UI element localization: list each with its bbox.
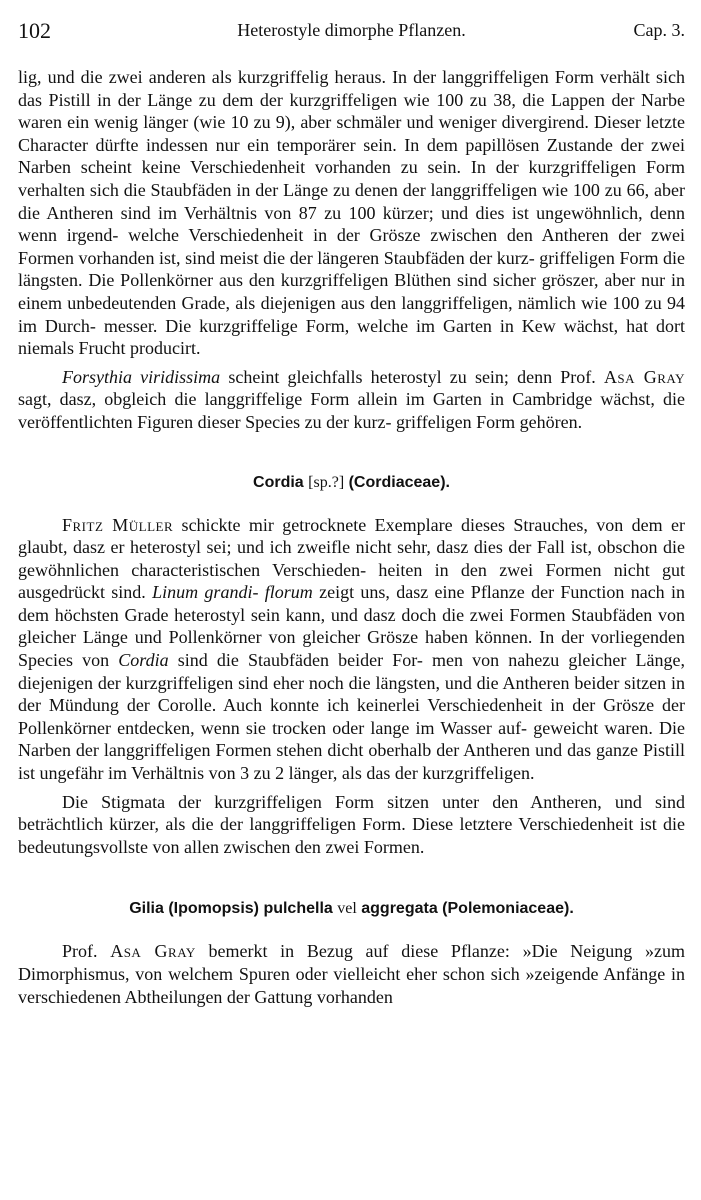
text-run: bemerkt in Bezug auf diese Pflanze: »Die Neigung (195, 941, 633, 962)
text-line: Blüthen sind sicher gröszer, aber nur in einem unbedeutenden Grade, als (18, 270, 686, 313)
paragraph-cordia (18, 514, 685, 785)
text-run: scheint gleichfalls heterostyl zu sein; denn Prof. (220, 366, 596, 387)
genus-name: Cordia (118, 650, 169, 671)
species-name: Linum grandi- (152, 582, 259, 603)
heading-name-alt: aggregata (361, 900, 438, 918)
paragraph-stigmata (18, 791, 685, 859)
text-run: Pollenkörner entdecken, wenn sie trocken oder lange im Wasser auf- (18, 717, 528, 738)
heading-family: (Polemoniaceae). (442, 900, 574, 918)
page-number: 102 (18, 18, 51, 43)
text-line: der langgriffeligen wie 100 zu 66, aber die Antheren sind im Verhältnis (18, 179, 685, 223)
chapter-label: Cap. 3. (633, 20, 685, 40)
text-run: von 3 zu 2 länger, als das der kurzgriffeligen. (208, 763, 535, 784)
running-header (18, 18, 685, 44)
paragraph-continuation (18, 66, 685, 360)
text-run: schickte mir getrocknete Exemplare dieses Strauches, (173, 514, 588, 535)
person-name: Asa Gray (110, 941, 196, 962)
heading-family: (Cordiaceae). (348, 473, 450, 491)
person-name: Fritz Müller (62, 514, 174, 535)
text-line: welche Verschiedenheit in der Grösze zwischen den Antheren der zwei (128, 225, 685, 246)
paragraph-gilia (18, 940, 685, 1008)
text-run: sagt, dasz, obgleich die langgriffelige Form allein im Garten in (18, 389, 505, 410)
running-title: Heterostyle dimorphe Pflanzen. (237, 20, 466, 40)
text-run: sind die Staubfäden beider For- (168, 650, 423, 671)
heading-note: [sp.?] (308, 473, 345, 491)
text-line: dürfte indessen nur ein temporärer sein. In dem papillösen Zustande der (95, 134, 644, 155)
text-line: 100 zu 38, die Lappen der Narbe waren ein wenig länger (wie 10 (18, 89, 686, 133)
text-line: griffeligen Form die längsten. Die Pollenkörner aus den kurzgriffeligen (18, 247, 685, 291)
person-name: Asa Gray (603, 366, 685, 387)
text-run: Grade heterostyl sein kann, und dasz doch die zwei Formen Staubfäden (124, 604, 653, 625)
text-line: zu 9), aber schmäler und weniger divergirend. Dieser letzte Character (18, 112, 686, 155)
text-line: diejenigen aus den langgriffeligen, nämlich wie 100 zu 94 im Durch- (18, 292, 686, 336)
text-run: von gleicher Länge und Pollenkörner von gleicher Grösze haben können. (18, 604, 685, 648)
text-run: Corolle. Auch konnte ich keinerlei Verschiedenheit in der Grösze der (157, 695, 685, 716)
text-run: men von nahezu gleicher Länge, diejenigen der kurzgriffeligen sind eher (18, 650, 685, 693)
section-heading-gilia (18, 900, 685, 918)
text-run: Cambridge wächst, die veröffentlichten Figuren dieser Species zu der kurz- (18, 389, 685, 432)
text-line: letztere Verschiedenheit ist die bedeutungsvollste von allen zwischen den (18, 814, 686, 857)
heading-connector: vel (337, 900, 357, 918)
text-run: zeigt uns, dasz eine Pflanze der Function nach in dem höchsten (18, 582, 686, 625)
text-line: zwei Narben scheint keine Verschiedenheit vorhanden zu sein. In der (18, 134, 685, 178)
species-name: florum (264, 582, 313, 603)
text-line: Form verhält sich das Pistill in der Länge zu dem der kurzgriffeligen wie (18, 67, 685, 110)
text-line: Die Stigmata der kurzgriffeligen Form sitzen unter den Antheren, (62, 791, 602, 812)
text-run: von dem er glaubt, dasz er heterostyl sei; und ich zweifle nicht sehr, dasz (18, 514, 685, 558)
text-run: oberhalb der Antheren und das ganze Pistill ist ungefähr im Verhältnis (18, 740, 686, 784)
text-run: heiten in den zwei Formen nicht gut ausgedrückt sind. (18, 559, 685, 603)
text-run: »zum Dimorphismus, von welchem Spuren oder vielleicht eher schon sich (18, 941, 685, 984)
text-run: griffeligen Form gehören. (396, 411, 583, 432)
text-line: und sind beträchtlich kürzer, als die der langgriffeligen Form. Diese (18, 791, 685, 835)
text-line: lig, und die zwei anderen als kurzgriffelig heraus. In der langgriffeligen (18, 67, 549, 87)
text-line: Formen vorhanden ist, sind meist die der längeren Staubfäden der kurz- (18, 247, 535, 268)
text-line: kurzgriffeligen Form verhalten sich die Staubfäden in der Länge zu denen (18, 157, 685, 200)
section-heading-cordia (18, 474, 685, 492)
paragraph-forsythia (18, 366, 685, 434)
page-body (18, 66, 685, 1008)
text-run: »zeigende Anfänge in verschiedenen Abtheilungen der Gattung vorhanden (18, 964, 686, 1007)
text-run: noch die längsten, und die Antheren beider sitzen in der Mündung der (18, 672, 685, 716)
heading-name: Gilia (Ipomopsis) pulchella (129, 900, 333, 918)
species-name: Forsythia viridissima (62, 366, 221, 387)
text-line: zwei Formen. (325, 836, 425, 857)
text-run: Prof. (62, 941, 111, 962)
text-run: dies der Fall ist, obschon die gewöhnlichen characteristischen Verschieden- (18, 537, 685, 580)
text-line: messer. Die kurzgriffelige Form, welche im Garten in Kew wächst, hat (103, 315, 649, 336)
heading-name: Cordia (253, 473, 304, 491)
text-line: dort niemals Frucht producirt. (18, 315, 686, 359)
text-line: von 87 zu 100 kürzer; und dies ist ungewöhnlich, denn wenn irgend- (18, 202, 685, 246)
text-run: geweicht waren. Die Narben der langgriffeligen Formen stehen dicht (18, 717, 685, 761)
text-run: In der vorliegenden Species von (18, 627, 686, 671)
